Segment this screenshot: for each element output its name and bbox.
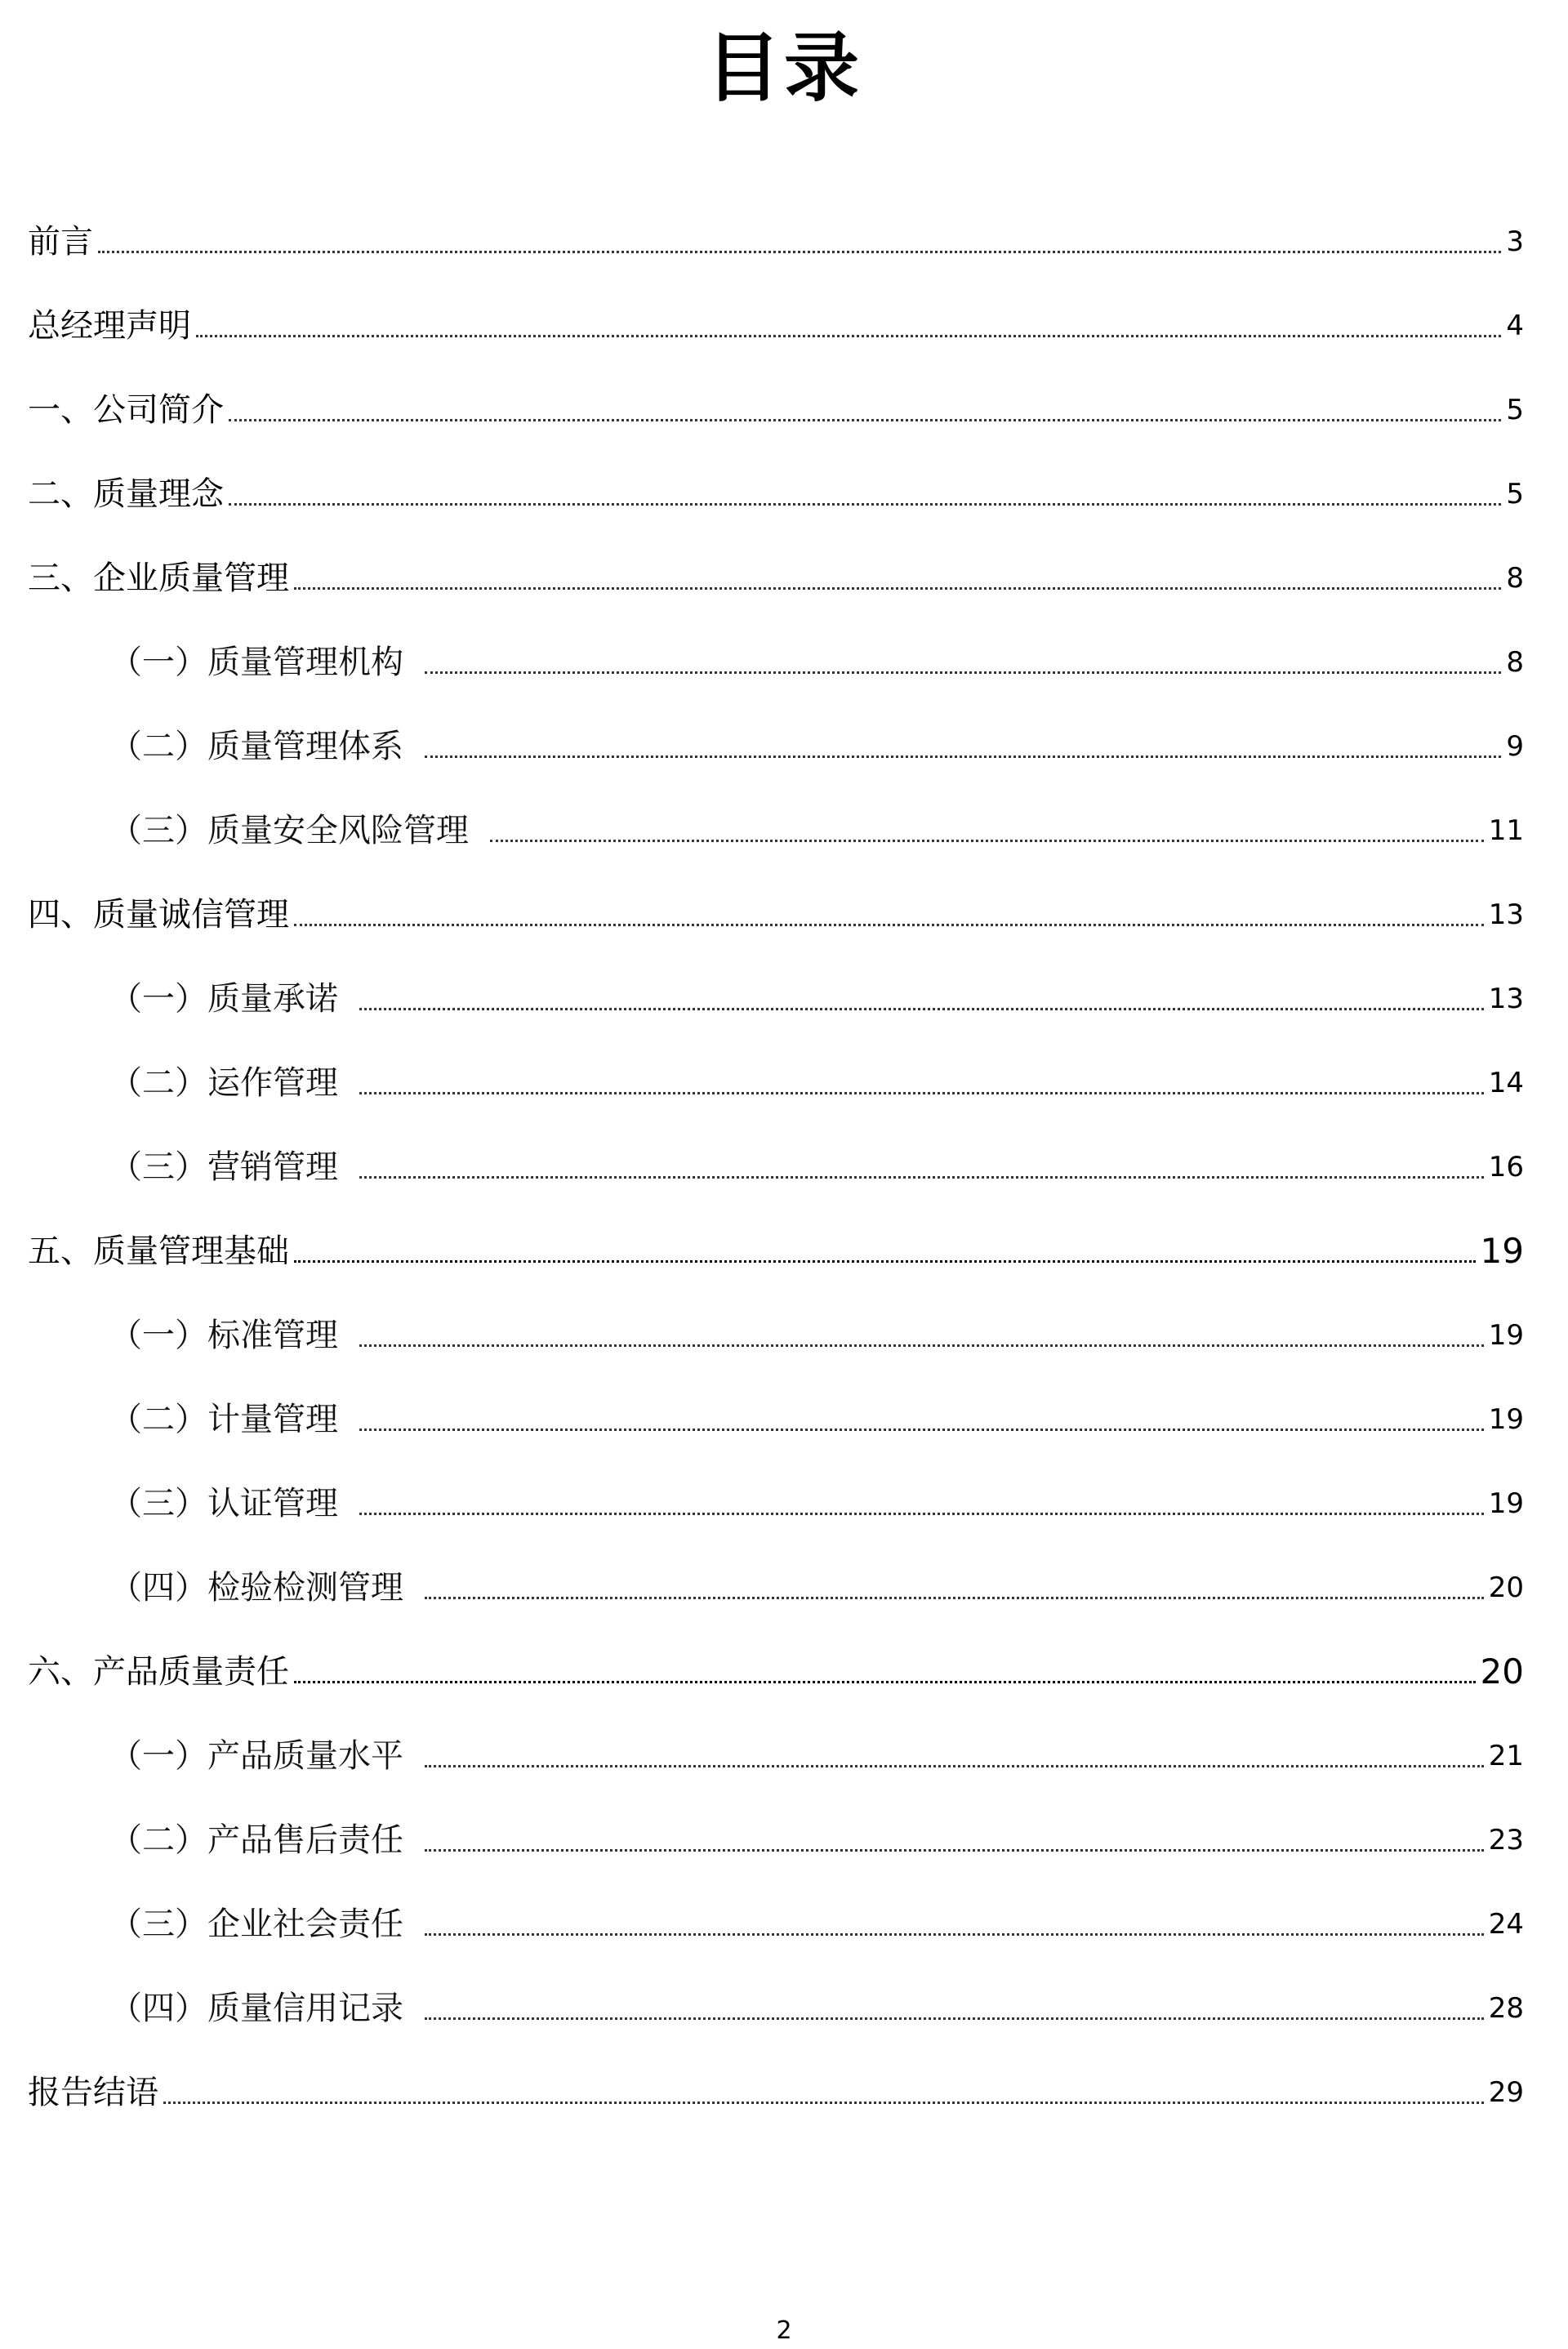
dot-leader bbox=[294, 587, 1501, 590]
toc-entry-label: （三）质量安全风险管理 bbox=[109, 812, 469, 849]
toc-entry-company-profile[interactable] bbox=[0, 382, 1524, 431]
toc-entry-metrology[interactable] bbox=[0, 1392, 1524, 1441]
dot-leader bbox=[196, 335, 1501, 337]
toc-entry-quality-org[interactable] bbox=[0, 635, 1524, 684]
toc-entry-page: 19 bbox=[1488, 1319, 1524, 1352]
toc-entry-certification[interactable] bbox=[0, 1476, 1524, 1525]
dot-leader bbox=[359, 1176, 1484, 1179]
toc-entry-label: （二）计量管理 bbox=[109, 1401, 338, 1438]
toc-entry-page: 19 bbox=[1488, 1403, 1524, 1436]
toc-entry-page: 24 bbox=[1488, 1908, 1524, 1941]
toc-entry-page: 23 bbox=[1488, 1824, 1524, 1856]
toc-entry-page: 3 bbox=[1506, 225, 1524, 258]
toc-entry-page: 9 bbox=[1506, 730, 1524, 763]
toc-entry-product-quality-responsibility[interactable] bbox=[0, 1644, 1524, 1693]
page-number: 2 bbox=[776, 2316, 792, 2345]
dot-leader bbox=[294, 1681, 1476, 1683]
dot-leader bbox=[425, 1849, 1484, 1852]
dot-leader bbox=[359, 1429, 1484, 1431]
toc-entry-label: 三、企业质量管理 bbox=[28, 559, 289, 597]
toc-entry-page: 8 bbox=[1506, 562, 1524, 595]
toc-entry-product-quality-level[interactable] bbox=[0, 1728, 1524, 1777]
dot-leader bbox=[359, 1008, 1484, 1010]
toc-entry-label: 总经理声明 bbox=[28, 307, 191, 345]
dot-leader bbox=[294, 1260, 1476, 1263]
dot-leader bbox=[294, 924, 1484, 926]
dot-leader bbox=[490, 840, 1484, 842]
dot-leader bbox=[425, 2017, 1484, 2020]
toc-entry-page: 20 bbox=[1488, 1571, 1524, 1604]
toc-entry-marketing[interactable] bbox=[0, 1139, 1524, 1188]
toc-entry-social-responsibility[interactable] bbox=[0, 1897, 1524, 1946]
toc-entry-page: 11 bbox=[1488, 814, 1524, 847]
toc-entry-page: 21 bbox=[1488, 1740, 1524, 1772]
toc-entry-operations[interactable] bbox=[0, 1055, 1524, 1104]
dot-leader bbox=[425, 756, 1501, 758]
toc-entry-enterprise-quality-management[interactable] bbox=[0, 550, 1524, 600]
toc-entry-preface[interactable] bbox=[0, 214, 1524, 263]
toc-entry-label: 六、产品质量责任 bbox=[28, 1653, 289, 1691]
toc-entry-page: 19 bbox=[1480, 1231, 1524, 1271]
toc-entry-label: （一）产品质量水平 bbox=[109, 1737, 403, 1775]
toc-entry-quality-foundation[interactable] bbox=[0, 1224, 1524, 1273]
toc-entry-label: （三）营销管理 bbox=[109, 1148, 338, 1186]
toc-entry-label: （二）运作管理 bbox=[109, 1064, 338, 1102]
toc-entry-label: 前言 bbox=[28, 223, 93, 261]
toc-entry-quality-system[interactable] bbox=[0, 719, 1524, 768]
toc-entry-label: 一、公司简介 bbox=[28, 391, 224, 429]
toc-entry-quality-philosophy[interactable] bbox=[0, 466, 1524, 515]
dot-leader bbox=[163, 2102, 1484, 2104]
dot-leader bbox=[229, 419, 1501, 421]
toc-entry-page: 20 bbox=[1480, 1651, 1524, 1692]
toc-entry-inspection[interactable] bbox=[0, 1560, 1524, 1609]
dot-leader bbox=[425, 671, 1501, 674]
dot-leader bbox=[98, 251, 1501, 253]
toc-entry-label: 报告结语 bbox=[28, 2074, 158, 2111]
toc-entry-quality-risk[interactable] bbox=[0, 803, 1524, 852]
toc-entry-page: 5 bbox=[1506, 394, 1524, 426]
toc-entry-gm-statement[interactable] bbox=[0, 298, 1524, 347]
toc-entry-page: 4 bbox=[1506, 310, 1524, 342]
toc-entry-page: 28 bbox=[1488, 1992, 1524, 2025]
dot-leader bbox=[359, 1092, 1484, 1094]
toc-entry-page: 13 bbox=[1488, 983, 1524, 1015]
toc-entry-label: （一）质量管理机构 bbox=[109, 644, 403, 681]
toc-entry-label: （二）质量管理体系 bbox=[109, 728, 403, 765]
toc-entry-standards[interactable] bbox=[0, 1308, 1524, 1357]
toc-entry-page: 13 bbox=[1488, 898, 1524, 931]
toc-entry-label: （四）质量信用记录 bbox=[109, 1990, 403, 2027]
toc-entry-label: （三）认证管理 bbox=[109, 1485, 338, 1522]
toc-entry-page: 19 bbox=[1488, 1487, 1524, 1520]
toc-entry-after-sales[interactable] bbox=[0, 1812, 1524, 1861]
dot-leader bbox=[425, 1933, 1484, 1936]
toc-entry-label: （一）质量承诺 bbox=[109, 980, 338, 1018]
toc-entry-label: 四、质量诚信管理 bbox=[28, 896, 289, 934]
toc-entry-label: 二、质量理念 bbox=[28, 475, 224, 513]
toc-entry-label: （二）产品售后责任 bbox=[109, 1821, 403, 1859]
toc-entry-label: 五、质量管理基础 bbox=[28, 1232, 289, 1270]
toc-entry-quality-commitment[interactable] bbox=[0, 971, 1524, 1020]
toc-entry-page: 29 bbox=[1488, 2076, 1524, 2109]
toc-entry-label: （三）企业社会责任 bbox=[109, 1905, 403, 1943]
toc-entry-credit-record[interactable] bbox=[0, 1981, 1524, 2030]
page-title: 目录 bbox=[705, 24, 862, 112]
toc-entry-page: 8 bbox=[1506, 646, 1524, 679]
dot-leader bbox=[359, 1344, 1484, 1347]
dot-leader bbox=[425, 1597, 1484, 1599]
toc-entry-page: 5 bbox=[1506, 478, 1524, 510]
dot-leader bbox=[425, 1765, 1484, 1767]
toc-entry-conclusion[interactable] bbox=[0, 2065, 1524, 2114]
toc-entry-page: 14 bbox=[1488, 1067, 1524, 1099]
dot-leader bbox=[359, 1513, 1484, 1515]
toc-entry-page: 16 bbox=[1488, 1151, 1524, 1183]
toc-entry-label: （一）标准管理 bbox=[109, 1317, 338, 1354]
toc-entry-quality-integrity[interactable] bbox=[0, 887, 1524, 936]
toc-entry-label: （四）检验检测管理 bbox=[109, 1569, 403, 1607]
dot-leader bbox=[229, 503, 1501, 506]
